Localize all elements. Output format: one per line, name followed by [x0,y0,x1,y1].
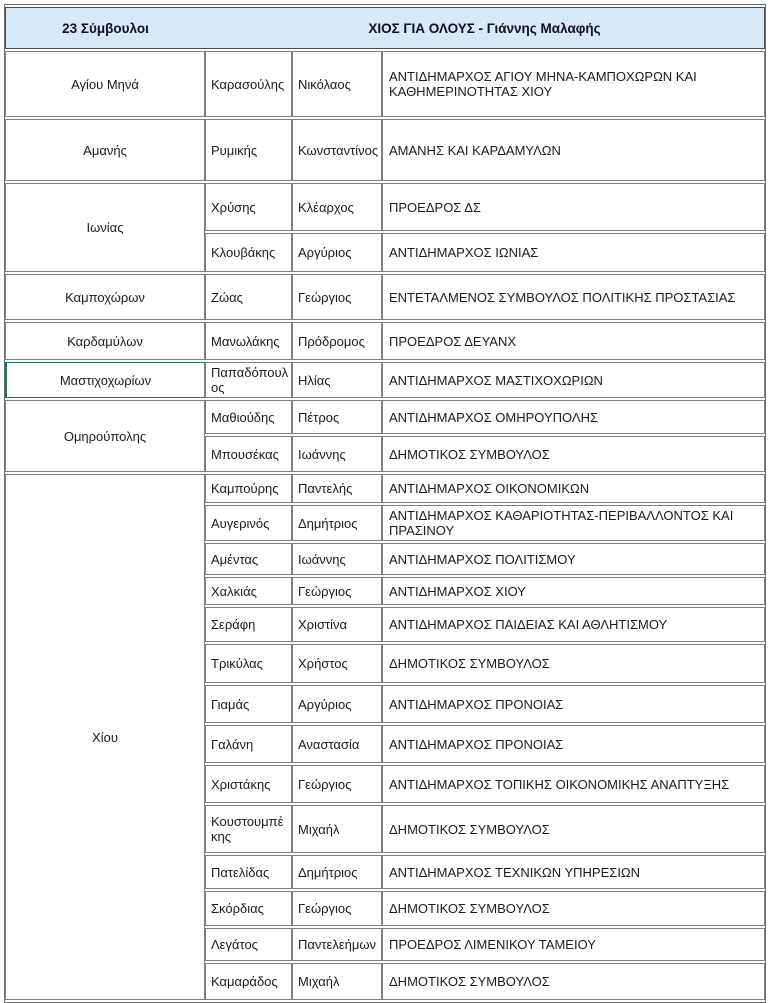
header-party-name: ΧΙΟΣ ΓΙΑ ΟΛΟΥΣ - Γιάννης Μαλαφής [205,7,765,49]
firstname-cell[interactable]: Γεώργιος [292,765,382,803]
region-cell[interactable]: Αγίου Μηνά [5,51,205,117]
firstname-cell[interactable]: Χριστίνα [292,607,382,642]
firstname-cell[interactable]: Κλέαρχος [292,183,382,231]
region-cell[interactable]: Χίου [5,474,205,1000]
firstname-cell[interactable]: Γεώργιος [292,274,382,320]
title-cell[interactable]: ΑΝΤΙΔΗΜΑΡΧΟΣ ΧΙΟΥ [382,577,765,605]
surname-cell[interactable]: Ζώας [205,274,292,320]
title-cell[interactable]: ΑΝΤΙΔΗΜΑΡΧΟΣ ΠΑΙΔΕΙΑΣ ΚΑΙ ΑΘΛΗΤΙΣΜΟΥ [382,607,765,642]
title-cell[interactable]: ΑΝΤΙΔΗΜΑΡΧΟΣ ΠΡΟΝΟΙΑΣ [382,725,765,763]
title-cell[interactable]: ΔΗΜΟΤΙΚΟΣ ΣΥΜΒΟΥΛΟΣ [382,644,765,683]
region-cell[interactable]: Καρδαμύλων [5,322,205,360]
table-row [5,322,765,360]
region-cell[interactable]: Ομηρούπολης [5,400,205,472]
table-row [5,119,765,181]
council-table-wrapper [4,4,766,1003]
firstname-cell[interactable]: Παντελής [292,474,382,503]
surname-cell[interactable]: Χρύσης [205,183,292,231]
firstname-cell[interactable]: Γεώργιος [292,577,382,605]
surname-cell[interactable]: Καρασούλης [205,51,292,117]
table-row [5,183,765,231]
firstname-cell[interactable]: Ηλίας [292,362,382,398]
surname-cell[interactable]: Κουστουμπέκης [205,805,292,853]
title-cell[interactable]: ΑΝΤΙΔΗΜΑΡΧΟΣ ΚΑΘΑΡΙΟΤΗΤΑΣ-ΠΕΡΙΒΑΛΛΟΝΤΟΣ ΚΑΙ ΠΡΑΣΙΝΟΥ [382,505,765,541]
title-cell[interactable]: ΑΝΤΙΔΗΜΑΡΧΟΣ ΠΡΟΝΟΙΑΣ [382,685,765,723]
title-cell[interactable]: ΔΗΜΟΤΙΚΟΣ ΣΥΜΒΟΥΛΟΣ [382,891,765,926]
surname-cell[interactable]: Χαλκιάς [205,577,292,605]
surname-cell[interactable]: Κλουβάκης [205,233,292,272]
surname-cell[interactable]: Γαλάνη [205,725,292,763]
firstname-cell[interactable]: Ιωάννης [292,436,382,472]
title-cell[interactable]: ΑΝΤΙΔΗΜΑΡΧΟΣ ΤΟΠΙΚΗΣ ΟΙΚΟΝΟΜΙΚΗΣ ΑΝΑΠΤΥΞΗΣ [382,765,765,803]
surname-cell[interactable]: Παπαδόπουλος [205,362,292,398]
title-cell[interactable]: ΑΜΑΝΗΣ ΚΑΙ ΚΑΡΔΑΜΥΛΩΝ [382,119,765,181]
title-cell[interactable]: ΑΝΤΙΔΗΜΑΡΧΟΣ ΤΕΧΝΙΚΩΝ ΥΠΗΡΕΣΙΩΝ [382,855,765,889]
title-cell[interactable]: ΑΝΤΙΔΗΜΑΡΧΟΣ ΟΜΗΡΟΥΠΟΛΗΣ [382,400,765,434]
firstname-cell[interactable]: Μιχαήλ [292,963,382,1000]
table-header-row [5,7,765,49]
title-cell[interactable]: ΑΝΤΙΔΗΜΑΡΧΟΣ ΠΟΛΙΤΙΣΜΟΥ [382,543,765,575]
surname-cell[interactable]: Μανωλάκης [205,322,292,360]
firstname-cell[interactable]: Αργύριος [292,233,382,272]
firstname-cell[interactable]: Γεώργιος [292,891,382,926]
title-cell[interactable]: ΑΝΤΙΔΗΜΑΡΧΟΣ ΜΑΣΤΙΧΟΧΩΡΙΩΝ [382,362,765,398]
table-row [5,362,765,398]
surname-cell[interactable]: Λεγάτος [205,928,292,961]
surname-cell[interactable]: Μαθιούδης [205,400,292,434]
firstname-cell[interactable]: Πέτρος [292,400,382,434]
council-roster-table [5,5,765,1002]
table-body [5,51,765,1000]
title-cell[interactable]: ΔΗΜΟΤΙΚΟΣ ΣΥΜΒΟΥΛΟΣ [382,436,765,472]
title-cell[interactable]: ΑΝΤΙΔΗΜΑΡΧΟΣ ΙΩΝΙΑΣ [382,233,765,272]
firstname-cell[interactable]: Αναστασία [292,725,382,763]
surname-cell[interactable]: Καμαράδος [205,963,292,1000]
header-seat-count: 23 Σύμβουλοι [5,7,205,49]
surname-cell[interactable]: Τρικύλας [205,644,292,683]
title-cell[interactable]: ΑΝΤΙΔΗΜΑΡΧΟΣ ΑΓΙΟΥ ΜΗΝΑ-ΚΑΜΠΟΧΩΡΩΝ ΚΑΙ ΚΑΘΗΜΕΡΙΝΟΤΗΤΑΣ ΧΙΟΥ [382,51,765,117]
firstname-cell[interactable]: Παντελεήμων [292,928,382,961]
surname-cell[interactable]: Αμέντας [205,543,292,575]
title-cell[interactable]: ΕΝΤΕΤΑΛΜΕΝΟΣ ΣΥΜΒΟΥΛΟΣ ΠΟΛΙΤΙΚΗΣ ΠΡΟΣΤΑΣΙΑΣ [382,274,765,320]
firstname-cell[interactable]: Δημήτριος [292,855,382,889]
firstname-cell[interactable]: Δημήτριος [292,505,382,541]
title-cell[interactable]: ΠΡΟΕΔΡΟΣ ΔΣ [382,183,765,231]
surname-cell[interactable]: Καμπούρης [205,474,292,503]
title-cell[interactable]: ΠΡΟΕΔΡΟΣ ΛΙΜΕΝΙΚΟΥ ΤΑΜΕΙΟΥ [382,928,765,961]
surname-cell[interactable]: Ρυμικής [205,119,292,181]
table-row [5,400,765,434]
surname-cell[interactable]: Γιαμάς [205,685,292,723]
title-cell[interactable]: ΔΗΜΟΤΙΚΟΣ ΣΥΜΒΟΥΛΟΣ [382,805,765,853]
firstname-cell[interactable]: Μιχαήλ [292,805,382,853]
title-cell[interactable]: ΠΡΟΕΔΡΟΣ ΔΕΥΑΝΧ [382,322,765,360]
table-row [5,474,765,503]
firstname-cell[interactable]: Χρήστος [292,644,382,683]
surname-cell[interactable]: Μπουσέκας [205,436,292,472]
surname-cell[interactable]: Σεράφη [205,607,292,642]
firstname-cell[interactable]: Πρόδρομος [292,322,382,360]
region-cell[interactable]: Καμποχώρων [5,274,205,320]
title-cell[interactable]: ΔΗΜΟΤΙΚΟΣ ΣΥΜΒΟΥΛΟΣ [382,963,765,1000]
firstname-cell[interactable]: Αργύριος [292,685,382,723]
table-row [5,51,765,117]
region-cell[interactable]: Αμανής [5,119,205,181]
firstname-cell[interactable]: Ιωάννης [292,543,382,575]
table-row [5,274,765,320]
surname-cell[interactable]: Χριστάκης [205,765,292,803]
surname-cell[interactable]: Πατελίδας [205,855,292,889]
firstname-cell[interactable]: Νικόλαος [292,51,382,117]
firstname-cell[interactable]: Κωνσταντίνος [292,119,382,181]
surname-cell[interactable]: Σκόρδιας [205,891,292,926]
region-cell-selected[interactable]: Μαστιχοχωρίων [5,362,205,398]
title-cell[interactable]: ΑΝΤΙΔΗΜΑΡΧΟΣ ΟΙΚΟΝΟΜΙΚΩΝ [382,474,765,503]
surname-cell[interactable]: Αυγερινός [205,505,292,541]
region-cell[interactable]: Ιωνίας [5,183,205,272]
